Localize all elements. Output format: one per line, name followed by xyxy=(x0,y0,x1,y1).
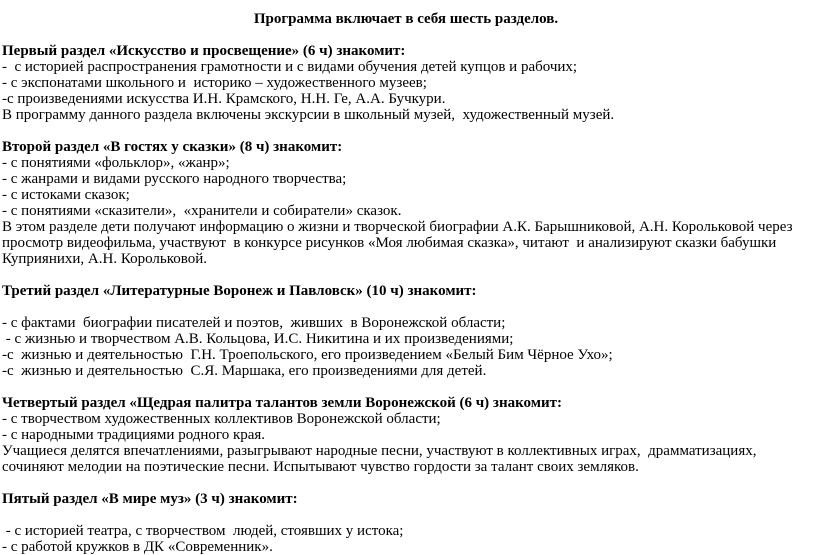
section-heading: Второй раздел «В гостях у сказки» (8 ч) знакомит: xyxy=(2,139,343,155)
text-line: - с работой кружков в ДК «Современник». xyxy=(2,539,273,555)
text-line: - с понятиями «фольклор», «жанр»; xyxy=(2,155,230,171)
section-fifth xyxy=(2,491,810,555)
section-first xyxy=(2,43,810,123)
text-line: - с жизнью и творчеством А.В. Кольцова, И.С. Никитина и их произведениями; xyxy=(2,331,514,347)
text-line: - с понятиями «сказители», «хранители и собиратели» сказок. xyxy=(2,203,402,219)
section-heading: Третий раздел «Литературные Воронеж и Павловск» (10 ч) знакомит: xyxy=(2,283,477,299)
section-second xyxy=(2,139,810,267)
text-line: - с творчеством художественных коллективов Воронежской области; xyxy=(2,411,441,427)
section-fourth xyxy=(2,395,810,475)
section-third xyxy=(2,283,810,379)
text-line: - с историей распространения грамотности и с видами обучения детей купцов и рабочих; xyxy=(2,59,578,75)
text-line: - с истоками сказок; xyxy=(2,187,130,203)
text-line: В программу данного раздела включены экскурсии в школьный музей, художественный музей. xyxy=(2,107,615,123)
text-line: -с жизнью и деятельностью С.Я. Маршака, его произведениями для детей. xyxy=(2,363,487,379)
text-line: - с экспонатами школьного и историко – художественного музеев; xyxy=(2,75,427,91)
section-heading: Четвертый раздел «Щедрая палитра талантов земли Воронежской (6 ч) знакомит: xyxy=(2,395,562,411)
text-line: - с народными традициями родного края. xyxy=(2,427,266,443)
text-line: -с жизнью и деятельностью Г.Н. Троепольского, его произведением «Белый Бим Чёрное Ухо»; xyxy=(2,347,613,363)
text-paragraph: Учащиеся делятся впечатлениями, разыгрывают народные песни, участвуют в коллективных играх, драмматизациях, сочиняют мелодии на поэтические песни. Испытывают чувство гордости за талант своих земляков. xyxy=(2,443,761,475)
text-line: -с произведениями искусства И.Н. Крамского, Н.Н. Ге, А.А. Бучкури. xyxy=(2,91,446,107)
text-line: - с жанрами и видами русского народного творчества; xyxy=(2,171,347,187)
section-heading: Пятый раздел «В мире муз» (3 ч) знакомит: xyxy=(2,491,298,507)
document-title: Программа включает в себя шесть разделов. xyxy=(253,11,559,27)
text-line: - с фактами биографии писателей и поэтов, живших в Воронежской области; xyxy=(2,315,506,331)
section-heading: Первый раздел «Искусство и просвещение» (6 ч) знакомит: xyxy=(2,43,406,59)
text-line: - с историей театра, с творчеством людей, стоявших у истока; xyxy=(2,523,404,539)
text-paragraph: В этом разделе дети получают информацию о жизни и творческой биографии А.К. Барышниковой, А.Н. Корольковой через просмотр видеофильма, участвуют в конкурсе рисунков «Моя любимая сказка», читают и анализируют сказки бабушки Куприянихи, А.Н. Корольковой. xyxy=(2,219,797,267)
